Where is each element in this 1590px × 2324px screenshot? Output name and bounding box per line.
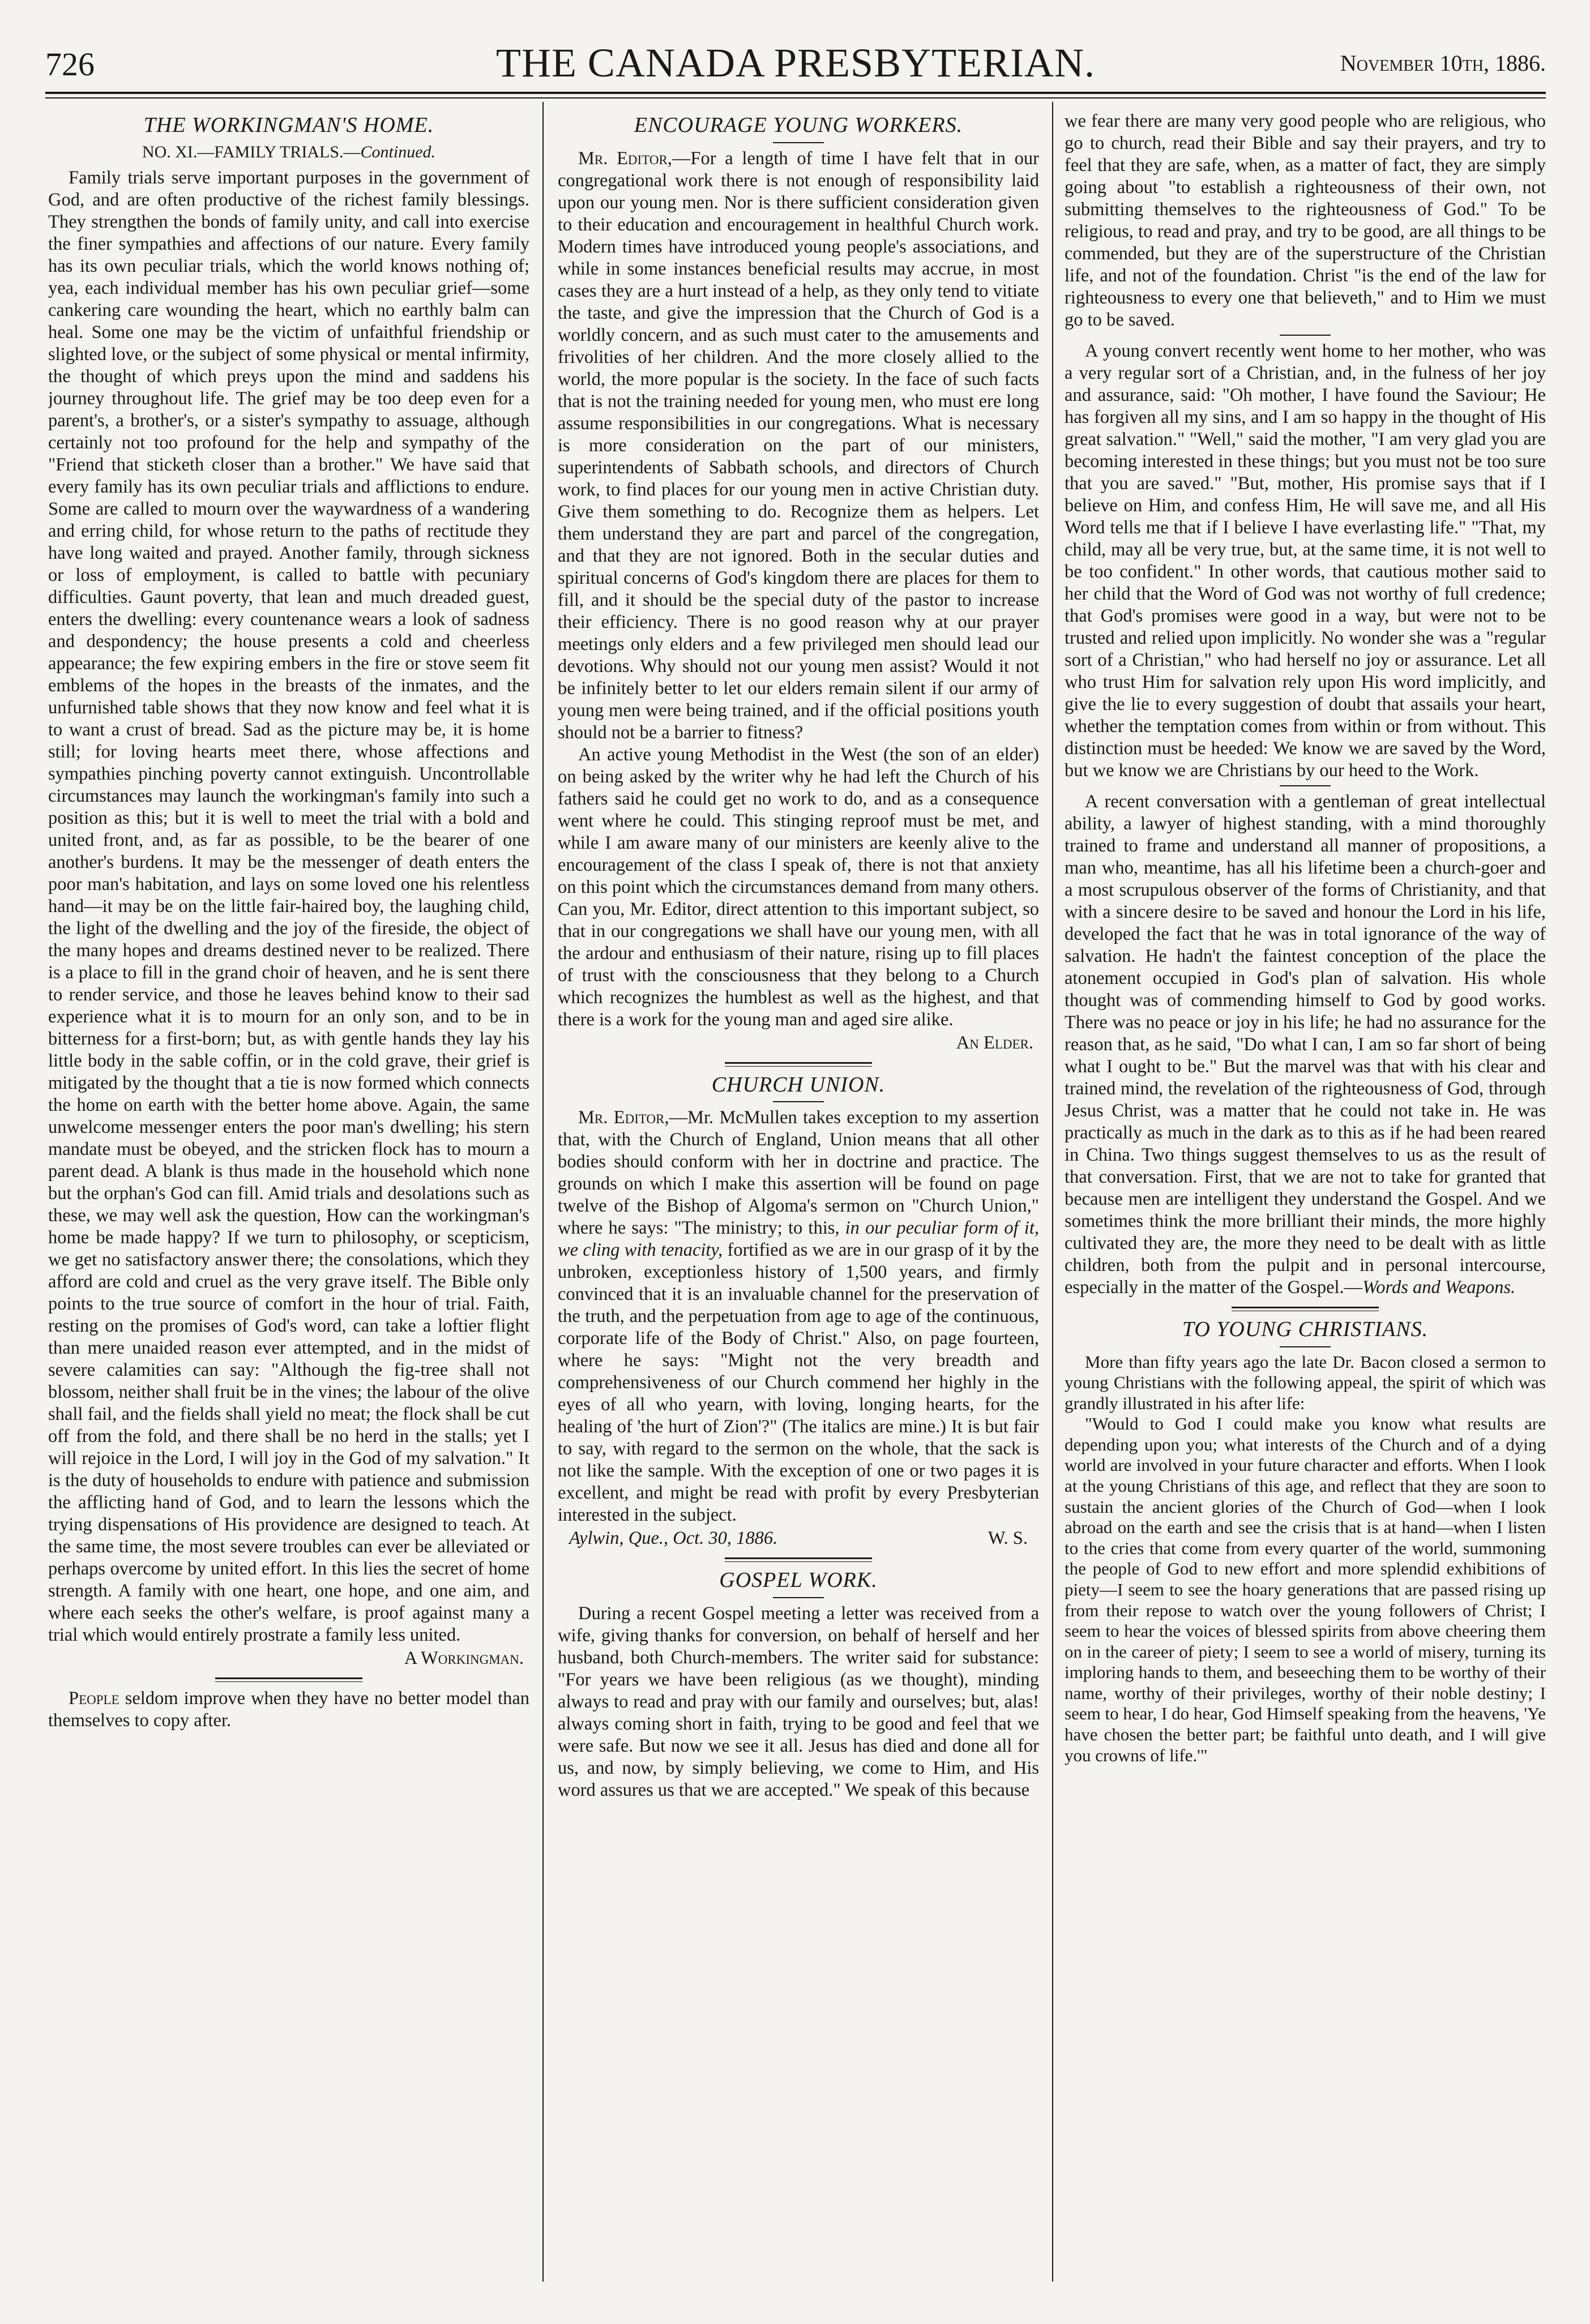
article-heading: THE WORKINGMAN'S HOME. xyxy=(143,113,434,137)
heading-rule xyxy=(773,142,824,143)
masthead-rule-thin xyxy=(45,97,1546,99)
article-body xyxy=(1065,1352,1546,1766)
page-number: 726 xyxy=(45,46,95,83)
heading-rule xyxy=(773,1597,824,1598)
section-separator xyxy=(215,1677,362,1682)
article-paragraph: "Would to God I could make you know what results are depending upon you; what interests of the Church and of a dying world are involved in your future character and efforts. When I look at the young Christians of this age, and reflect that they are soon to sustain the ancient glories of the Church of God—when I look abroad on the earth and see the crisis that is at hand—when I listen to the cries that come from every quarter of the world, summoning the people of God to new effort and more splendid exhibitions of piety—I seem to see the hoary generations that are passed rising up from their repose to watch over the young followers of Christ; I seem to hear the voices of blessed spirits from above cheering them on in the career of piety; I seem to see a world of misery, turning its imploring hands to them, and beseeching them to be worthy of their name, worthy of their privileges, worthy of their noble destiny; I seem to hear, I do hear, God Himself speaking from the heavens, 'Ye have chosen the better part; be faithful unto death, and I will give you crowns of life.'" xyxy=(1065,1414,1546,1765)
paragraph-text: —Mr. McMullen takes exception to my assertion that, with the Church of England, Union means that all other bodies should conform with her in doctrine and practice. The grounds on which I make this assertion will be found on page twelve of the Bishop of Algoma's sermon on "Church Union," where he says: "The ministry; to this, xyxy=(558,1107,1039,1239)
masthead xyxy=(45,40,1546,96)
article-paragraph xyxy=(558,1107,1039,1526)
article-heading: TO YOUNG CHRISTIANS. xyxy=(1182,1317,1429,1341)
paragraph-text: —For a length of time I have felt that in our congregational work there is not enough of responsibility laid upon our young men. Nor is there sufficient consideration given to their education and encouragement in healthful Church work. Modern times have introduced young people's associations, and while in some instances beneficial results may accrue, in most cases they are a hurt instead of a help, as they only tend to vitiate the taste, and give the impression that the Church of God is a worldly concern, and as such must cater to the amusements and frivolities of her children. And the more closely allied to the world, the more popular is the society. In the face of such facts that is not the training needed for young men, who must ere long assume responsibilities in our congregations. What is necessary is more consideration on the part of our ministers, superintendents of Sabbath schools, and directors of Church work, to find places for our young men in active Christian duty. Give them something to do. Recognize them as helpers. Let them understand they are part and parcel of the congregation, and that they are not ignored. Both in the secular duties and spiritual concerns of God's kingdom there are places for them to fill, and it should be the special duty of the pastor to increase their efficiency. There is no good reason why at our prayer meetings only elders and a few privileged men should lead our devotions. Why should not our young men assist? Would it not be infinitely better to let our elders remain silent if our army of young men were being trained, and if the official positions youth should not be a barrier to fitness? xyxy=(558,148,1039,743)
section-separator xyxy=(1232,1307,1379,1311)
subheading-number: NO. XI.—FAMILY TRIALS.— xyxy=(142,142,361,161)
article-signature: An Elder. xyxy=(956,1032,1033,1053)
column-divider xyxy=(542,102,544,2282)
column-3 xyxy=(1065,110,1546,2279)
article-paragraph: More than fifty years ago the late Dr. Bacon closed a sermon to young Christians with the following appeal, the spirit of which was grandly illustrated in his after life: xyxy=(1065,1351,1546,1413)
filler-paragraph xyxy=(48,1688,529,1732)
section-separator xyxy=(725,1062,872,1067)
masthead-rule xyxy=(45,92,1546,94)
paragraph-rule xyxy=(1280,785,1331,786)
paragraph-rule xyxy=(1280,335,1331,336)
article-subheading xyxy=(48,142,529,162)
article-signature: A Workingman. xyxy=(404,1647,524,1668)
article-paragraph: A young convert recently went home to her mother, who was a very regular sort of a Christian, and, in the fulness of her joy and assurance, said: "Oh mother, I have found the Saviour; He has forgiven all my sins, and I am so happy in the thought of His great salvation." "Well," said the mother, "I am very glad you are becoming interested in these things; but you must not be too sure that you are saved." "But, mother, His promise says that if I believe on Him, and confess Him, He will save me, and all His Word tells me that if I believe I have everlasting life." "That, my child, may all be very true, but, at the same time, it is not well to be too confident." In other words, that cautious mother said to her child that the Word of God was not worthy of full credence; that God's promises were good in a way, but were not to be trusted and relied upon implicitly. No wonder she was a "regular sort of a Christian," who had herself no joy or assurance. Let all who trust Him for salvation rely upon His word implicitly, and give the lie to every suggestion of doubt that assails your heart, whether the temptation comes from within or from without. This distinction must be heeded: We know we are saved by the Word, but we know we are Christians by our heed to the Work. xyxy=(1065,341,1546,781)
subheading-continued: Continued. xyxy=(360,142,436,161)
dateline xyxy=(569,1527,1028,1550)
article-paragraph: An active young Methodist in the West (the son of an elder) on being asked by the writer why he had left the Church of his fathers said he could get no work to do, and as a consequence went where he could. This stinging reproof must be met, and while I am aware many of our ministers are keenly alive to the encouragement of the class I speak of, there is not that anxiety on this point which the circumstances demand from many others. Can you, Mr. Editor, direct attention to this important subject, so that in our congregations we shall have our young men, with all the ardour and enthusiasm of their nature, rising up to fill places of trust with the consciousness that they belong to a Church which recognizes the humblest as well as the highest, and that there is a work for the young man and aged sire alike. xyxy=(558,744,1039,1030)
article-heading: ENCOURAGE YOUNG WORKERS. xyxy=(634,113,963,137)
dateline-signature: W. S. xyxy=(988,1528,1028,1549)
article-heading: CHURCH UNION. xyxy=(711,1072,886,1097)
section-separator xyxy=(725,1557,872,1562)
heading-rule xyxy=(1280,1346,1331,1347)
column-divider xyxy=(1052,102,1053,2282)
article-heading: GOSPEL WORK. xyxy=(719,1568,878,1593)
column-1 xyxy=(48,110,529,2279)
article-paragraph: Family trials serve important purposes in the government of God, and are often productive of the richest family blessings. They strengthen the bonds of family unity, and call into exercise the finer sympathies and affections of our nature. Every family has its own peculiar trials, which the world knows nothing of; yea, each individual member has his own peculiar grief—some cankering care wounding the heart, which no earthly balm can heal. Some one may be the victim of unfaithful friendship or slighted love, or the subject of some physical or mental infirmity, the thought of which preys upon the mind and saddens his journey throughout life. The grief may be too deep even for a parent's, a brother's, or a sister's sympathy to assuage, although certainly not too profound for the help and sympathy of the "Friend that sticketh closer than a brother." We have said that every family has its own peculiar trials and afflictions to endure. Some are called to mourn over the waywardness of a wandering and erring child, for whose return to the paths of rectitude they have long waited and prayed. Another family, through sickness or loss of employment, is called to battle with pecuniary difficulties. Gaunt poverty, that lean and much dreaded guest, enters the dwelling: every countenance wears a look of sadness and despondency; the house presents a cold and cheerless appearance; the few expiring embers in the fire or stove seem fit emblems of the hopes in the breasts of the inmates, and the unfurnished table shows that they now know and feel what it is to want a crust of bread. Sad as the picture may be, it is home still; for loving hearts meet there, whose affections and sympathies pinching poverty cannot extinguish. Uncontrollable circumstances may launch the workingman's family into such a position as this; but it is well to meet the trial with a bold and united front, and, as far as possible, to be the bearer of one another's burdens. It may be the messenger of death enters the poor man's habitation, and lays on some loved one his relentless hand—it may be on the little fair-haired boy, the laughing child, the light of the dwelling and the joy of the fireside, the object of the many hopes and dreams destined never to be realized. There is a place to fill in the grand choir of heaven, and he is sent there to render service, and those he leaves behind know to their sad experience what it is to mourn for an only son, and to be in bitterness for a first-born; but, as with gentle hands they lay his little body in the sable coffin, or in the cold grave, their grief is mitigated by the thought that a tie is now formed which connects the home on earth with the better home above. Again, the same unwelcome messenger enters the poor man's dwelling; his stern mandate must be obeyed, and the stricken flock has to mourn a parent dead. A blank is thus made in the household which none but the orphan's God can fill. Amid trials and desolations such as these, we may well ask the question, How can the workingman's home be made happy? If we turn to philosophy, or scepticism, we get no satisfactory answer there; the consolations, which they afford are cold and cruel as the very grave itself. The Bible only points to the true source of comfort in the hour of trial. Faith, resting on the promises of God's word, can take a loftier flight than mere unaided reason ever attempted, and in the midst of severe calamities can say: "Although the fig-tree shall not blossom, neither shall fruit be in the vines; the labour of the olive shall fail, and the fields shall yield no meat; the flock shall be cut off from the fold, and there shall be no herd in the stalls; yet I will rejoice in the Lord, I will joy in the God of my salvation." It is the duty of households to endure with patience and submission the afflicting hand of God, and to learn the lessons which the trying dispensations of His providence are designed to teach. At the same time, the most severe troubles can ever be alleviated or perhaps overcome by united effort. In this lies the secret of home strength. A family with one heart, one hope, and one aim, and where each seeks the other's welfare, is proof against many a trial which would entirely prostrate a family less united. xyxy=(48,167,529,1645)
heading-rule xyxy=(773,1101,824,1102)
dateline-place: Aylwin, Que., Oct. 30, 1886. xyxy=(569,1528,778,1549)
article-paragraph: we fear there are many very good people who are religious, who go to church, read their Bible and say their prayers, and try to feel that they are safe, when, as a matter of fact, they are simply going about "to establish a righteousness of their own, not submitting themselves to the righteousness of God." To be religious, to read and pray, and try to be good, are all things to be commended, but they are of the superstructure of the Christian life, and not of the foundation. Christ "is the end of the law for righteousness to every one that believeth," and to Him we must go to be saved. xyxy=(1065,111,1546,330)
newspaper-title: THE CANADA PRESBYTERIAN. xyxy=(495,40,1096,85)
salutation: Mr. Editor, xyxy=(578,148,672,169)
paragraph-text: A recent conversation with a gentleman of great intellectual ability, a lawyer of highest standing, with a mind thoroughly trained to frame and understand all manner of propositions, a man who, meantime, has all his lifetime been a church-goer and a most scrupulous observer of the forms of Christianity, and that with a sincere desire to be saved and honour the Lord in his life, developed the fact that he was in total ignorance of the way of salvation. He hadn't the faintest conception of the place the atonement occupied in God's plan of salvation. His whole thought was of commending himself to God by good works. There was no peace or joy in his life; he had no assurance for the reason that, as he said, "Do what I can, I am so far short of being what I ought to be." But the marvel was that with his clear and trained mind, the revelation of the righteousness of God, through Jesus Christ, was a matter that he could not take in. He was practically as much in the dark as to this as if he had been reared in China. Two things suggest themselves to us as the result of that conversation. First, that we are not to take for granted that because men are intelligent they understand the Gospel. And we sometimes think the more brilliant their minds, the more highly cultivated they are, the more they need to be dealt with as little children, both from the pulpit and in personal intercourse, especially in the matter of the Gospel.— xyxy=(1065,791,1546,1298)
filler-text: seldom improve when they have no better model than themselves to copy after. xyxy=(48,1688,529,1731)
article-paragraph xyxy=(1065,791,1546,1299)
source-credit: Words and Weapons. xyxy=(1362,1277,1516,1298)
salutation: Mr. Editor, xyxy=(578,1107,669,1128)
column-2 xyxy=(558,110,1039,2279)
quoted-italic: in our peculiar form of it, we cling with tenacity, xyxy=(558,1218,1039,1261)
article-paragraph xyxy=(558,148,1039,744)
article-paragraph: During a recent Gospel meeting a letter was received from a wife, giving thanks for conversion, on behalf of herself and her husband, both Church-members. The writer said for substance: "For years we have been religious (as we thought), minding always to read and pray with our family and ourselves; but, alas! always coming short in faith, trying to be good and feel that we were safe. But now we see it all. Jesus has died and done all for us, and now, by simply believing, we come to Him, and His word assures us that we are accepted." We speak of this because xyxy=(558,1603,1039,1800)
filler-lead: People xyxy=(69,1688,119,1709)
paragraph-text: fortified as we are in our grasp of it by the unbroken, exceptionless history of 1,500 years, and firmly convinced that it is an invaluable channel for the preservation of the truth, and the perpetuation from age to age of the continuous, corporate life of the Body of Christ." Also, on page fourteen, where he says: "Might not the very breadth and comprehensiveness of our Church commend her highly in the eyes of all who yearn, with loving, longing hearts, for the healing of 'the hurt of Zion'?" (The italics are mine.) It is but fair to say, with regard to the sermon on the whole, that the sack is not like the sample. With the exception of one or two pages it is excellent, and might be read with profit by every Presbyterian interested in the subject. xyxy=(558,1240,1039,1526)
issue-date: November 10th, 1886. xyxy=(1340,50,1546,76)
